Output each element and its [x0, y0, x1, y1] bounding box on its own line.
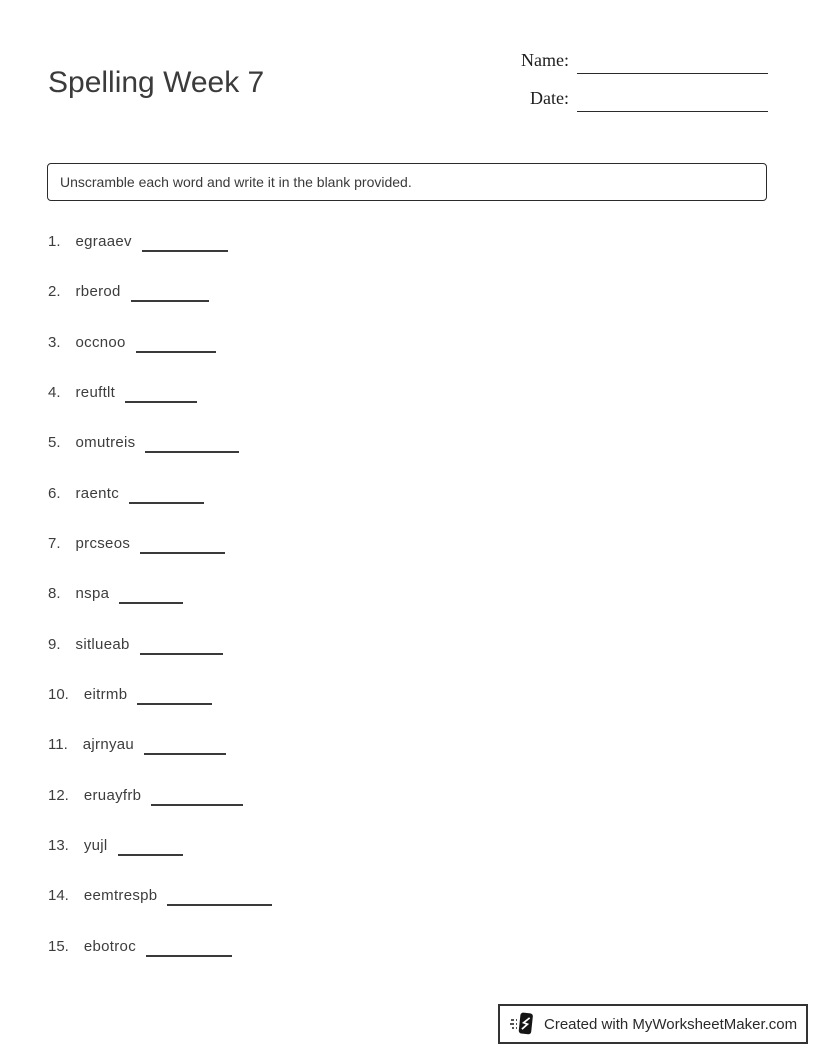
page-title: Spelling Week 7	[48, 66, 265, 100]
footer-credit-text: Created with MyWorksheetMaker.com	[544, 1015, 798, 1033]
answer-blank	[119, 602, 183, 604]
word-item	[48, 233, 272, 283]
item-number: 8.	[48, 585, 61, 603]
scrambled-word: raentc	[75, 484, 120, 502]
myworksheetmaker-logo-icon	[510, 1011, 536, 1037]
answer-blank	[142, 250, 228, 252]
answer-blank	[118, 854, 183, 856]
name-date-block	[521, 50, 768, 126]
word-item	[48, 938, 272, 988]
scrambled-word: rberod	[75, 283, 121, 301]
item-number: 10.	[48, 686, 69, 704]
answer-blank	[136, 351, 216, 353]
item-number: 2.	[48, 283, 61, 301]
scrambled-word: eitrmb	[83, 686, 128, 704]
instructions-box	[47, 163, 767, 201]
word-item	[48, 485, 272, 535]
word-item	[48, 585, 272, 635]
item-number: 5.	[48, 434, 61, 452]
word-item	[48, 787, 272, 837]
scrambled-word: eruayfrb	[83, 786, 142, 804]
word-item	[48, 283, 272, 333]
answer-blank	[131, 300, 209, 302]
answer-blank	[140, 552, 225, 554]
instructions-text: Unscramble each word and write it in the blank provided.	[60, 174, 412, 190]
scrambled-word: prcseos	[75, 535, 131, 553]
word-item	[48, 837, 272, 887]
scrambled-word-list	[48, 233, 272, 988]
scrambled-word: sitlueab	[75, 635, 130, 653]
item-number: 6.	[48, 484, 61, 502]
item-number: 9.	[48, 635, 61, 653]
scrambled-word: yujl	[83, 837, 108, 855]
date-row	[521, 88, 768, 109]
name-label: Name:	[521, 50, 569, 70]
answer-blank	[146, 955, 232, 957]
answer-blank	[140, 653, 223, 655]
scrambled-word: eemtrespb	[83, 887, 158, 905]
item-number: 12.	[48, 786, 69, 804]
word-item	[48, 434, 272, 484]
name-blank-line	[577, 73, 768, 74]
word-item	[48, 686, 272, 736]
scrambled-word: omutreis	[75, 434, 136, 452]
item-number: 1.	[48, 233, 61, 250]
created-with-badge	[498, 1004, 808, 1044]
answer-blank	[129, 502, 204, 504]
word-item	[48, 384, 272, 434]
date-label: Date:	[530, 88, 569, 108]
item-number: 4.	[48, 384, 61, 402]
answer-blank	[137, 703, 212, 705]
word-item	[48, 887, 272, 937]
scrambled-word: ebotroc	[83, 937, 136, 955]
word-item	[48, 736, 272, 786]
item-number: 7.	[48, 535, 61, 553]
answer-blank	[125, 401, 197, 403]
scrambled-word: ajrnyau	[82, 736, 135, 754]
word-item	[48, 535, 272, 585]
item-number: 13.	[48, 837, 69, 855]
scrambled-word: nspa	[75, 585, 110, 603]
item-number: 15.	[48, 937, 69, 955]
answer-blank	[167, 904, 272, 906]
scrambled-word: egraaev	[75, 233, 132, 250]
answer-blank	[151, 804, 243, 806]
scrambled-word: occnoo	[75, 333, 126, 351]
item-number: 11.	[48, 736, 68, 754]
answer-blank	[145, 451, 239, 453]
scrambled-word: reuftlt	[75, 384, 116, 402]
word-item	[48, 636, 272, 686]
date-blank-line	[577, 111, 768, 112]
item-number: 14.	[48, 887, 69, 905]
item-number: 3.	[48, 333, 61, 351]
name-row	[521, 50, 768, 71]
answer-blank	[144, 753, 226, 755]
word-item	[48, 334, 272, 384]
